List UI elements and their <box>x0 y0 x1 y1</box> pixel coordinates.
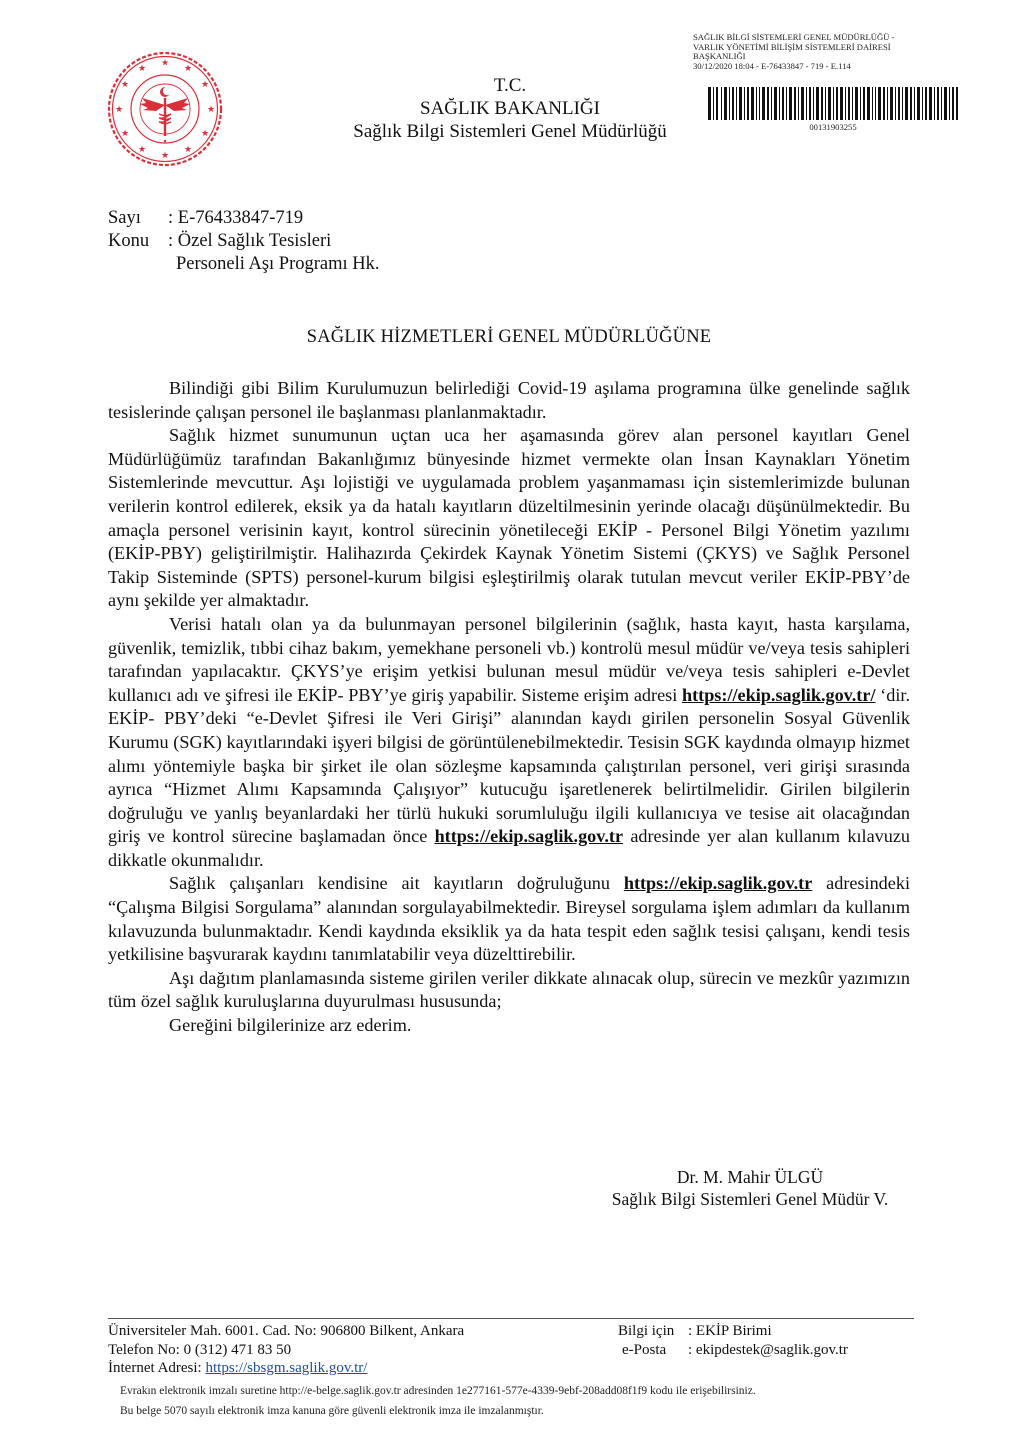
paragraph: Aşı dağıtım planlamasında sisteme girilen veriler dikkate alınacak olup, sürecin ve mezkûr yazımızın tüm özel sağlık kuruluşlarına duyurulması hususunda; <box>108 967 910 1012</box>
svg-text:★: ★ <box>120 79 130 89</box>
paragraph-text: Verisi hatalı olan ya da bulunmayan personel bilgilerinin (sağlık, hasta kayıt, hasta karşılama, güvenlik, temizlik, tıbbi cihaz bakım, yemekhane personeli vb.) kontrolü mesul müdür ve/veya tesis sahipleri tarafından yapılacaktır. ÇKYS’ye erişim yetkisi bulunan mesul müdür ve/veya tesis sahipleri e-Devlet kullanıcı adı ve şifresi ile EKİP- PBY’ye giriş yapabilir. Sisteme erişim adresi <box>108 613 910 705</box>
svg-text:★: ★ <box>120 128 130 138</box>
paragraph: Sağlık hizmet sunumunun uçtan uca her aşamasında görev alan personel kayıtları Genel Müdürlüğümüz tarafından Bakanlığımız bünyesinde hizmet vermekte olan İnsan Kaynakları Yönetim Sistemlerinde mevcuttur. Aşı lojistiği ve uygulamada problem yaşanmaması için sistemlerimizde bulunan verilerin kontrol edilerek, eksik ya da hatalı kayıtların düzeltilmesinin yerinde olacağı düşünülmektedir. Bu amaçla personel verisinin kayıt, kontrol sürecinin yönetileceği EKİP - Personel Bilgi Yönetim yazılımı (EKİP-PBY) geliştirilmiştir. Halihazırda Çekirdek Kaynak Yönetim Sistemi (ÇKYS) ve Sağlık Personel Takip Sisteminde (SPTS) personel-kurum bilgisi eşleştirilmiş olarak tutulan mevcut veriler EKİP-PBY’de aynı şekilde yer almaktadır. <box>108 425 910 611</box>
footer-web-label: İnternet Adresi: <box>108 1360 206 1376</box>
svg-text:★: ★ <box>160 150 170 160</box>
stamp-line: BAŞKANLIĞI <box>693 51 746 62</box>
sayi-value: : E-76433847-719 <box>168 208 304 228</box>
konu-value: : Özel Sağlık Tesisleri <box>168 231 332 251</box>
svg-text:★: ★ <box>137 144 147 154</box>
svg-text:★: ★ <box>114 104 124 114</box>
svg-text:★: ★ <box>137 63 147 73</box>
signatory-name: Dr. M. Mahir ÜLGÜ <box>676 1167 824 1187</box>
ekip-link[interactable]: https://ekip.saglik.gov.tr <box>434 826 624 847</box>
stamp-line: SAĞLIK BİLGİ SİSTEMLERİ GENEL MÜDÜRLÜĞÜ - <box>693 32 895 42</box>
paragraph: Gereğini bilgilerinize arz ederim. <box>169 1015 412 1036</box>
esignature-note <box>120 1381 756 1421</box>
footer-web <box>108 1359 464 1378</box>
sayi-label: Sayı <box>108 208 141 228</box>
konu-row <box>108 230 380 253</box>
addressee: SAĞLIK HİZMETLERİ GENEL MÜDÜRLÜĞÜNE <box>306 327 712 347</box>
svg-text:★: ★ <box>183 63 193 73</box>
barcode-icon <box>708 87 958 120</box>
sayi-row <box>108 207 380 230</box>
stamp-line: VARLIK YÖNETİMİ BİLİŞİM SİSTEMLERİ DAİRESİ <box>693 41 891 52</box>
footer-address: Üniversiteler Mah. 6001. Cad. No: 906800 Bilkent, Ankara <box>108 1323 465 1339</box>
info-value: : EKİP Birimi <box>688 1323 772 1339</box>
header-directorate: Sağlık Bilgi Sistemleri Genel Müdürlüğü <box>353 121 667 142</box>
info-label: Bilgi için <box>618 1323 675 1339</box>
email-value: : ekipdestek@saglik.gov.tr <box>688 1341 848 1358</box>
konu-value-2: Personeli Aşı Programı Hk. <box>176 254 380 274</box>
paragraph-text: adresinde yer alan kullanım kılavuzu dikkatle okunmalıdır. <box>108 826 910 870</box>
barcode <box>708 87 958 120</box>
letter-body <box>108 377 910 1038</box>
svg-text:★: ★ <box>160 57 170 68</box>
header-tc: T.C. <box>493 75 527 96</box>
ministry-seal-logo <box>106 50 224 168</box>
esign-line: Bu belge 5070 sayılı elektronik imza kanuna göre güvenli elektronik imza ile imzalanmıştır. <box>120 1405 544 1417</box>
paragraph-text: Sağlık çalışanları kendisine ait kayıtların doğruluğunu <box>169 873 624 894</box>
paragraph <box>108 872 910 966</box>
barcode-number: 00131903255 <box>809 122 857 132</box>
seal-icon <box>106 50 224 168</box>
signature-block <box>560 1166 940 1210</box>
konu-row-2 <box>108 253 380 276</box>
document-meta <box>108 207 380 276</box>
svg-text:★: ★ <box>200 79 210 89</box>
ekip-link[interactable]: https://ekip.saglik.gov.tr/ <box>681 684 876 705</box>
svg-text:★: ★ <box>183 144 193 154</box>
paragraph-text: ‘dir. EKİP- PBY’deki “e-Devlet Şifresi ile Veri Girişi” alanından kaydı girilen personelin Sosyal Güvenlik Kurumu (SGK) kayıtlarındaki işyeri bilgisi de görüntülenebilmektedir. Tesisin SGK kaydında olmayıp hizmet alımı yöntemiyle başka bir şirket ile olan sözleşme kapsamında çalıştırılan personel, veri girişi sırasında ayrıca “Hizmet Alımı Kapsamında Çalışıyor” kutucuğu işaretlenerek belirtilmelidir. Girilen bilgilerin doğruluğu ve yanlış beyanlardaki her türlü hukuki sorumluluğu ilgili kullanıcıya ve tesise ait olacağından giriş ve kontrol sürecine başlamadan önce <box>108 684 910 847</box>
konu-label: Konu <box>108 231 150 251</box>
document-stamp <box>693 33 973 71</box>
ekip-link[interactable]: https://ekip.saglik.gov.tr <box>623 873 813 894</box>
stamp-line: 30/12/2020 18:04 - E-76433847 - 719 - E.114 <box>693 60 851 71</box>
email-label: e-Posta <box>622 1341 667 1358</box>
footer-web-link[interactable]: https://sbsgm.saglik.gov.tr/ <box>205 1360 368 1376</box>
header-ministry: SAĞLIK BAKANLIĞI <box>420 98 600 119</box>
svg-text:★: ★ <box>206 104 216 114</box>
footer-info-row <box>618 1322 848 1341</box>
footer-phone: Telefon No: 0 (312) 471 83 50 <box>108 1341 292 1358</box>
paragraph-text: adresindeki “Çalışma Bilgisi Sorgulama” alanından sorgulayabilmektedir. Bireysel sorgulama işlem adımları da kullanım kılavuzunda bulunmaktadır. Kendi kaydında eksiklik ya da hata tespit eden sağlık tesisi çalışanı, kendi tesis yetkilisine başvurarak kaydını tanımlatabilir veya düzelttirebilir. <box>108 873 910 965</box>
signatory-title: Sağlık Bilgi Sistemleri Genel Müdür V. <box>611 1189 889 1209</box>
footer-contact <box>108 1322 464 1378</box>
paragraph <box>108 613 910 873</box>
footer-email-row <box>618 1341 848 1360</box>
paragraph: Bilindiği gibi Bilim Kurulumuzun belirlediği Covid-19 aşılama programına ülke genelinde sağlık tesislerinde çalışan personel ile başlanması planlanmaktadır. <box>108 378 910 422</box>
footer-info <box>618 1322 848 1359</box>
esign-line: Evrakın elektronik imzalı suretine http://e-belge.saglik.gov.tr adresinden 1e277161-577e-4339-9ebf-208add08f1f9 kodu ile erişebilirsiniz. <box>120 1385 756 1397</box>
footer-divider <box>108 1318 914 1319</box>
svg-text:★: ★ <box>200 128 210 138</box>
